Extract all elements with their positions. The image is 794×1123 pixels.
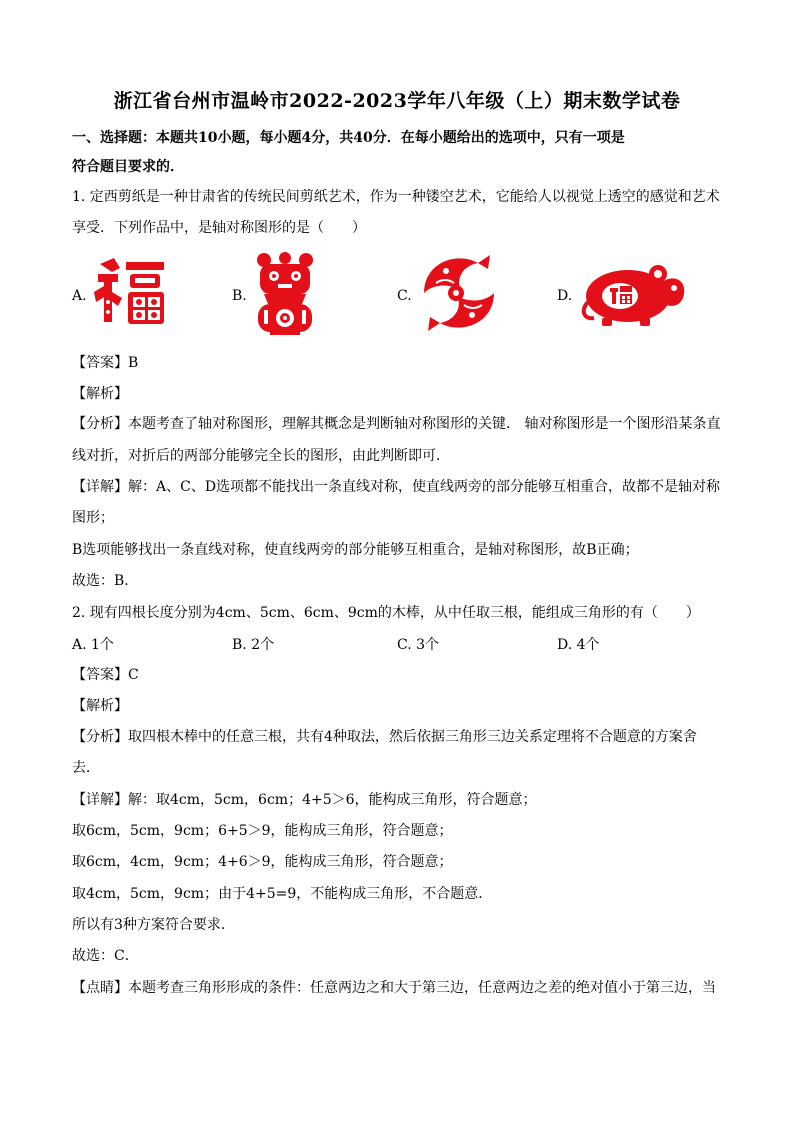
- q1-analysis-tag: 【解析】: [72, 386, 128, 402]
- q2-detail-line1: 【详解】解：取4cm，5cm，6cm；4+5＞6，能构成三角形，符合题意；: [72, 792, 537, 808]
- q1-option-c-label: C.: [397, 288, 412, 304]
- q2-analysis-tag: 【解析】: [72, 698, 128, 714]
- q1-option-d-label: D.: [557, 288, 573, 304]
- q2-option-a: A. 1个: [72, 637, 114, 653]
- q2-detail-line2: 取6cm，5cm，9cm；6+5＞9，能构成三角形，符合题意；: [72, 823, 453, 839]
- q2-choose: 故选：C．: [72, 948, 139, 964]
- q2-option-b: B. 2个: [232, 637, 275, 653]
- q2-detail-line3: 取6cm，4cm，9cm；4+6＞9，能构成三角形，符合题意；: [72, 854, 453, 870]
- q1-fenxi-line2: 线对折，对折后的两部分能够完全长的图形，由此判断即可．: [72, 448, 450, 464]
- section-heading-line2: 符合题目要求的．: [72, 159, 184, 175]
- q1-fenxi-line1: 【分析】本题考查了轴对称图形，理解其概念是判断轴对称图形的关键． 轴对称图形是一个图形沿某条直: [72, 416, 721, 432]
- paper-cut-fish-pair-icon: [416, 249, 502, 337]
- q2-dianjing: 【点睛】本题考查三角形形成的条件：任意两边之和大于第三边，任意两边之差的绝对值小于第三边，当: [72, 980, 716, 996]
- q1-choose: 故选：B．: [72, 573, 139, 589]
- section-heading-line1: 一、选择题：本题共10小题，每小题4分，共40分．在每小题给出的选项中，只有一项是: [72, 130, 625, 146]
- q1-stem-line1: 1. 定西剪纸是一种甘肃省的传统民间剪纸艺术，作为一种镂空艺术，它能给人以视觉上透空的感觉和艺术: [72, 189, 720, 205]
- q2-option-c: C. 3个: [397, 637, 440, 653]
- q1-stem-line2: 享受．下列作品中，是轴对称图形的是（ ）: [72, 220, 366, 236]
- q2-summary: 所以有3种方案符合要求．: [72, 917, 235, 933]
- q1-detail-line2: 图形；: [72, 510, 114, 526]
- q2-stem: 2. 现有四根长度分别为4cm、5cm、6cm、9cm的木棒，从中任取三根，能组成三角形的有（ ）: [72, 605, 700, 621]
- q2-fenxi-line1: 【分析】取四根木棒中的任意三根，共有4种取法，然后依据三角形三边关系定理将不合题意的方案舍: [72, 729, 697, 745]
- paper-cut-fu-character-icon: [90, 252, 172, 332]
- q1-detail-line1: 【详解】解：A、C、D选项都不能找出一条直线对称，使直线两旁的部分能够互相重合，故都不是轴对称: [72, 479, 721, 495]
- q2-fenxi-line2: 去．: [72, 760, 100, 776]
- q1-option-b-label: B.: [232, 288, 247, 304]
- page-title: 浙江省台州市温岭市2022-2023学年八年级（上）期末数学试卷: [113, 90, 681, 112]
- paper-cut-lion-face-icon: [252, 250, 318, 336]
- q1-answer: 【答案】B: [72, 355, 139, 371]
- paper-cut-rat-fu-icon: [578, 262, 690, 328]
- q1-option-a-label: A.: [72, 288, 87, 304]
- q1-detail-line3: B选项能够找出一条直线对称，使直线两旁的部分能够互相重合，是轴对称图形，故B正确；: [72, 542, 639, 558]
- q2-answer: 【答案】C: [72, 667, 139, 683]
- q2-option-d: D. 4个: [557, 637, 600, 653]
- q2-detail-line4: 取4cm，5cm，9cm；由于4+5=9，不能构成三角形，不合题意．: [72, 886, 493, 902]
